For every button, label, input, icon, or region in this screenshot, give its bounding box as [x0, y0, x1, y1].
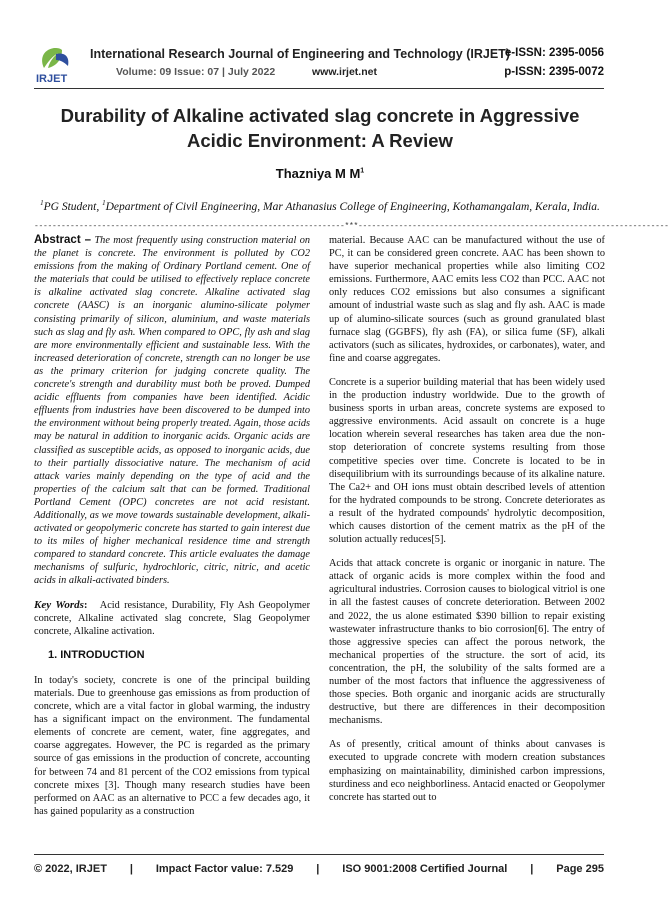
keywords-label: Key Words — [34, 598, 84, 611]
introduction-paragraph: In today's society, concrete is one of the principal building materials. Due to greenhouse gas emissions as from production of concrete, which are a vital factor in global warming, the industry has a significant impact on the environment. The fundamental elements of concrete are cement, water, fine aggregates, and coarse aggregates. However, the PC is regarded as the primary source of gas emissions in the production of concrete, accounting for between 74 and 81 percent of the CO2 emissions from typical concrete mixes [3]. Though many research studies have been performed on AAC as an alternative to PCC a few decades ago, it has gained popularity as a construction — [34, 674, 310, 817]
abstract — [34, 234, 310, 588]
author-superscript: 1 — [360, 167, 365, 175]
separator-line: ---------------------------------------------------------------------***--------------------------------------------------------------------- — [34, 222, 669, 231]
body-paragraph-3: Acids that attack concrete is organic or inorganic in nature. The attack of organic acids is more complex within the food and agricultural industries. Corrosion causes to biological vitriol is one in all the fastest causes of concrete deterioration. Between 2002 and 2022, the us alone estimated $390 billion to repair existing wastewater infrastructure thanks to bio corrosion[6]. The entry of those aggressive species can affect the porous network, the mechanical properties of the structure. the sort of acid, its concentration, the pH, the solubility of the salts formed are a number of the most factors that influence the aggressiveness of those species. Both organic and inorganic acids are structurally destructive, but there are differences in their decomposition mechanisms. — [329, 558, 605, 727]
e-issn: e-ISSN: 2395-0056 — [504, 47, 604, 59]
section-heading-introduction: 1. INTRODUCTION — [48, 648, 145, 661]
body-paragraph-4: As of presently, critical amount of thinks about canvases is executed to upgrade concrete with modern creation substances emphasizing on maintainability, diminished carbon impressions, sturdiness and eco neighborliness. Antacid enacted or Geopolymer concrete has started out to — [329, 739, 605, 803]
footer-separator: | — [530, 863, 534, 875]
footer-separator: | — [129, 863, 133, 875]
page-footer — [34, 863, 604, 875]
footer-copyright: © 2022, IRJET — [34, 863, 107, 875]
volume-issue: Volume: 09 Issue: 07 | July 2022 — [116, 66, 276, 78]
paper-author — [40, 166, 600, 181]
keywords: Key Words: Acid resistance, Durability, Fly Ash Geopolymer concrete, Alkaline activated slag concrete, Slag Geopolymer concrete, Alkaline activation. — [34, 598, 311, 637]
author-name: Thazniya M M — [275, 166, 361, 181]
abstract-label: Abstract – — [34, 234, 92, 246]
affiliation-superscript: 1 — [40, 199, 44, 207]
footer-iso: ISO 9001:2008 Certified Journal — [342, 863, 508, 875]
journal-website[interactable]: www.irjet.net — [312, 66, 377, 78]
paper-title: Durability of Alkaline activated slag concrete in Aggressive Acidic Environment: A Review — [60, 105, 580, 151]
footer-rule — [34, 854, 604, 855]
body-paragraph-2: Concrete is a superior building material that has been widely used in the production industry worldwide. Due to the growth of business sports in urban areas, concrete systems are exposed to aggressive environments. Acid assault on concrete is a huge location wherein several researches has taken area due the non-stop deterioration of concrete systems resulting from those competitive species over time. Concrete is located to be in disequilibrium with its surroundings because of its alkaline nature. The Ca2+ and OH ions must obtain described levels of attention for the hydrated compounds to be strong. Concrete deteriorates as a result of the hydrated compounds' hydrolytic decomposition, which causes distortion of the cement matrix as the pH of the solution actually reduces[5]. — [329, 376, 605, 546]
paper-affiliation: $^1$PG Student, $^1$Department of Civil Engineering, Mar Athanasius College of Engineering, Kothamangalam, Kerala, India. — [40, 199, 600, 213]
header-rule — [34, 88, 604, 89]
keywords-text: Acid resistance, Durability, Fly Ash Geopolymer concrete, Alkaline activated slag concrete, Slag Geopolymer concrete, Alkaline activation. — [34, 599, 311, 637]
footer-page-number: Page 295 — [556, 863, 604, 875]
journal-name: International Research Journal of Engineering and Technology (IRJET) — [90, 47, 510, 61]
right-column — [329, 234, 605, 815]
footer-separator: | — [316, 863, 320, 875]
logo-text: IRJET — [36, 73, 68, 85]
irjet-logo — [34, 44, 78, 84]
body-paragraph-1: material. Because AAC can be manufactured without the use of PC, it can be considered green concrete. AAC has been shown to have superior mechanical properties while also limiting CO2 emissions. Furthermore, AAC emits less CO2 than PCC. AAC not only reduces CO2 emissions but also consumes a significant amount of industrial waste such as slag and fly ash. AAC is made up of alumino-silicate sources (such as ground granulated blast furnace slag (GGBFS), fly ash (FA), or silica fume (SF), alkali activators (such as silicates, hydroxides, or carbonates), water, and fine and coarse aggregates. — [329, 235, 605, 364]
affiliation-department: Department of Civil Engineering, Mar Athanasius College of Engineering, Kothamangalam, Kerala, India. — [105, 200, 600, 213]
affiliation-role: PG Student, — [43, 200, 103, 213]
footer-impact-factor: Impact Factor value: 7.529 — [155, 863, 294, 875]
left-column — [34, 234, 310, 829]
abstract-text: The most frequently using construction material on the planet is concrete. The environment is polluted by CO2 emissions from the making of Ordinary Portland cement. One of the materials that could be utilised to effectively replace concrete is alkaline activated slag concrete. Alkaline activated slag concrete (AASC) is an inorganic alumino-silicate polymer consisting primarily of silicon, aluminium, and waste materials such as slag and fly ash. When compared to OPC, fly ash and slag are more environmentally efficient and sustainable less. With the increased deterioration of concrete, strength can no longer be use as the primary criterion for judging concrete quality. The concrete's strength and durability must both be proved. Dumped acidic effluents from companies have been identified. Acidic effluents from industries have been discovered to be dumped into the environment without being properly treated. Again, those acids may be natural in addition to inorganic acids. Organic acids are classified as susceptible acids, as opposed to inorganic acids, due to their partially dissociative nature. The mechanism of acid attack varies mainly depending on the type of acid and the properties of the calcium salt that can be formed. Traditional Portland Cement (OPC) concretes are not acid resistant. Additionally, as we move towards sustainable development, alkali-activated or geopolymeric concrete has started to gain interest due to its miles of higher mechanical residence time and strength compared to standard concrete. This article evaluates the damage mechanisms of sulfuric, hydrochloric, citric, nitric, and acetic acids in alkali-activated binders. — [34, 235, 310, 587]
p-issn: p-ISSN: 2395-0072 — [504, 66, 604, 78]
journal-header — [34, 44, 604, 94]
